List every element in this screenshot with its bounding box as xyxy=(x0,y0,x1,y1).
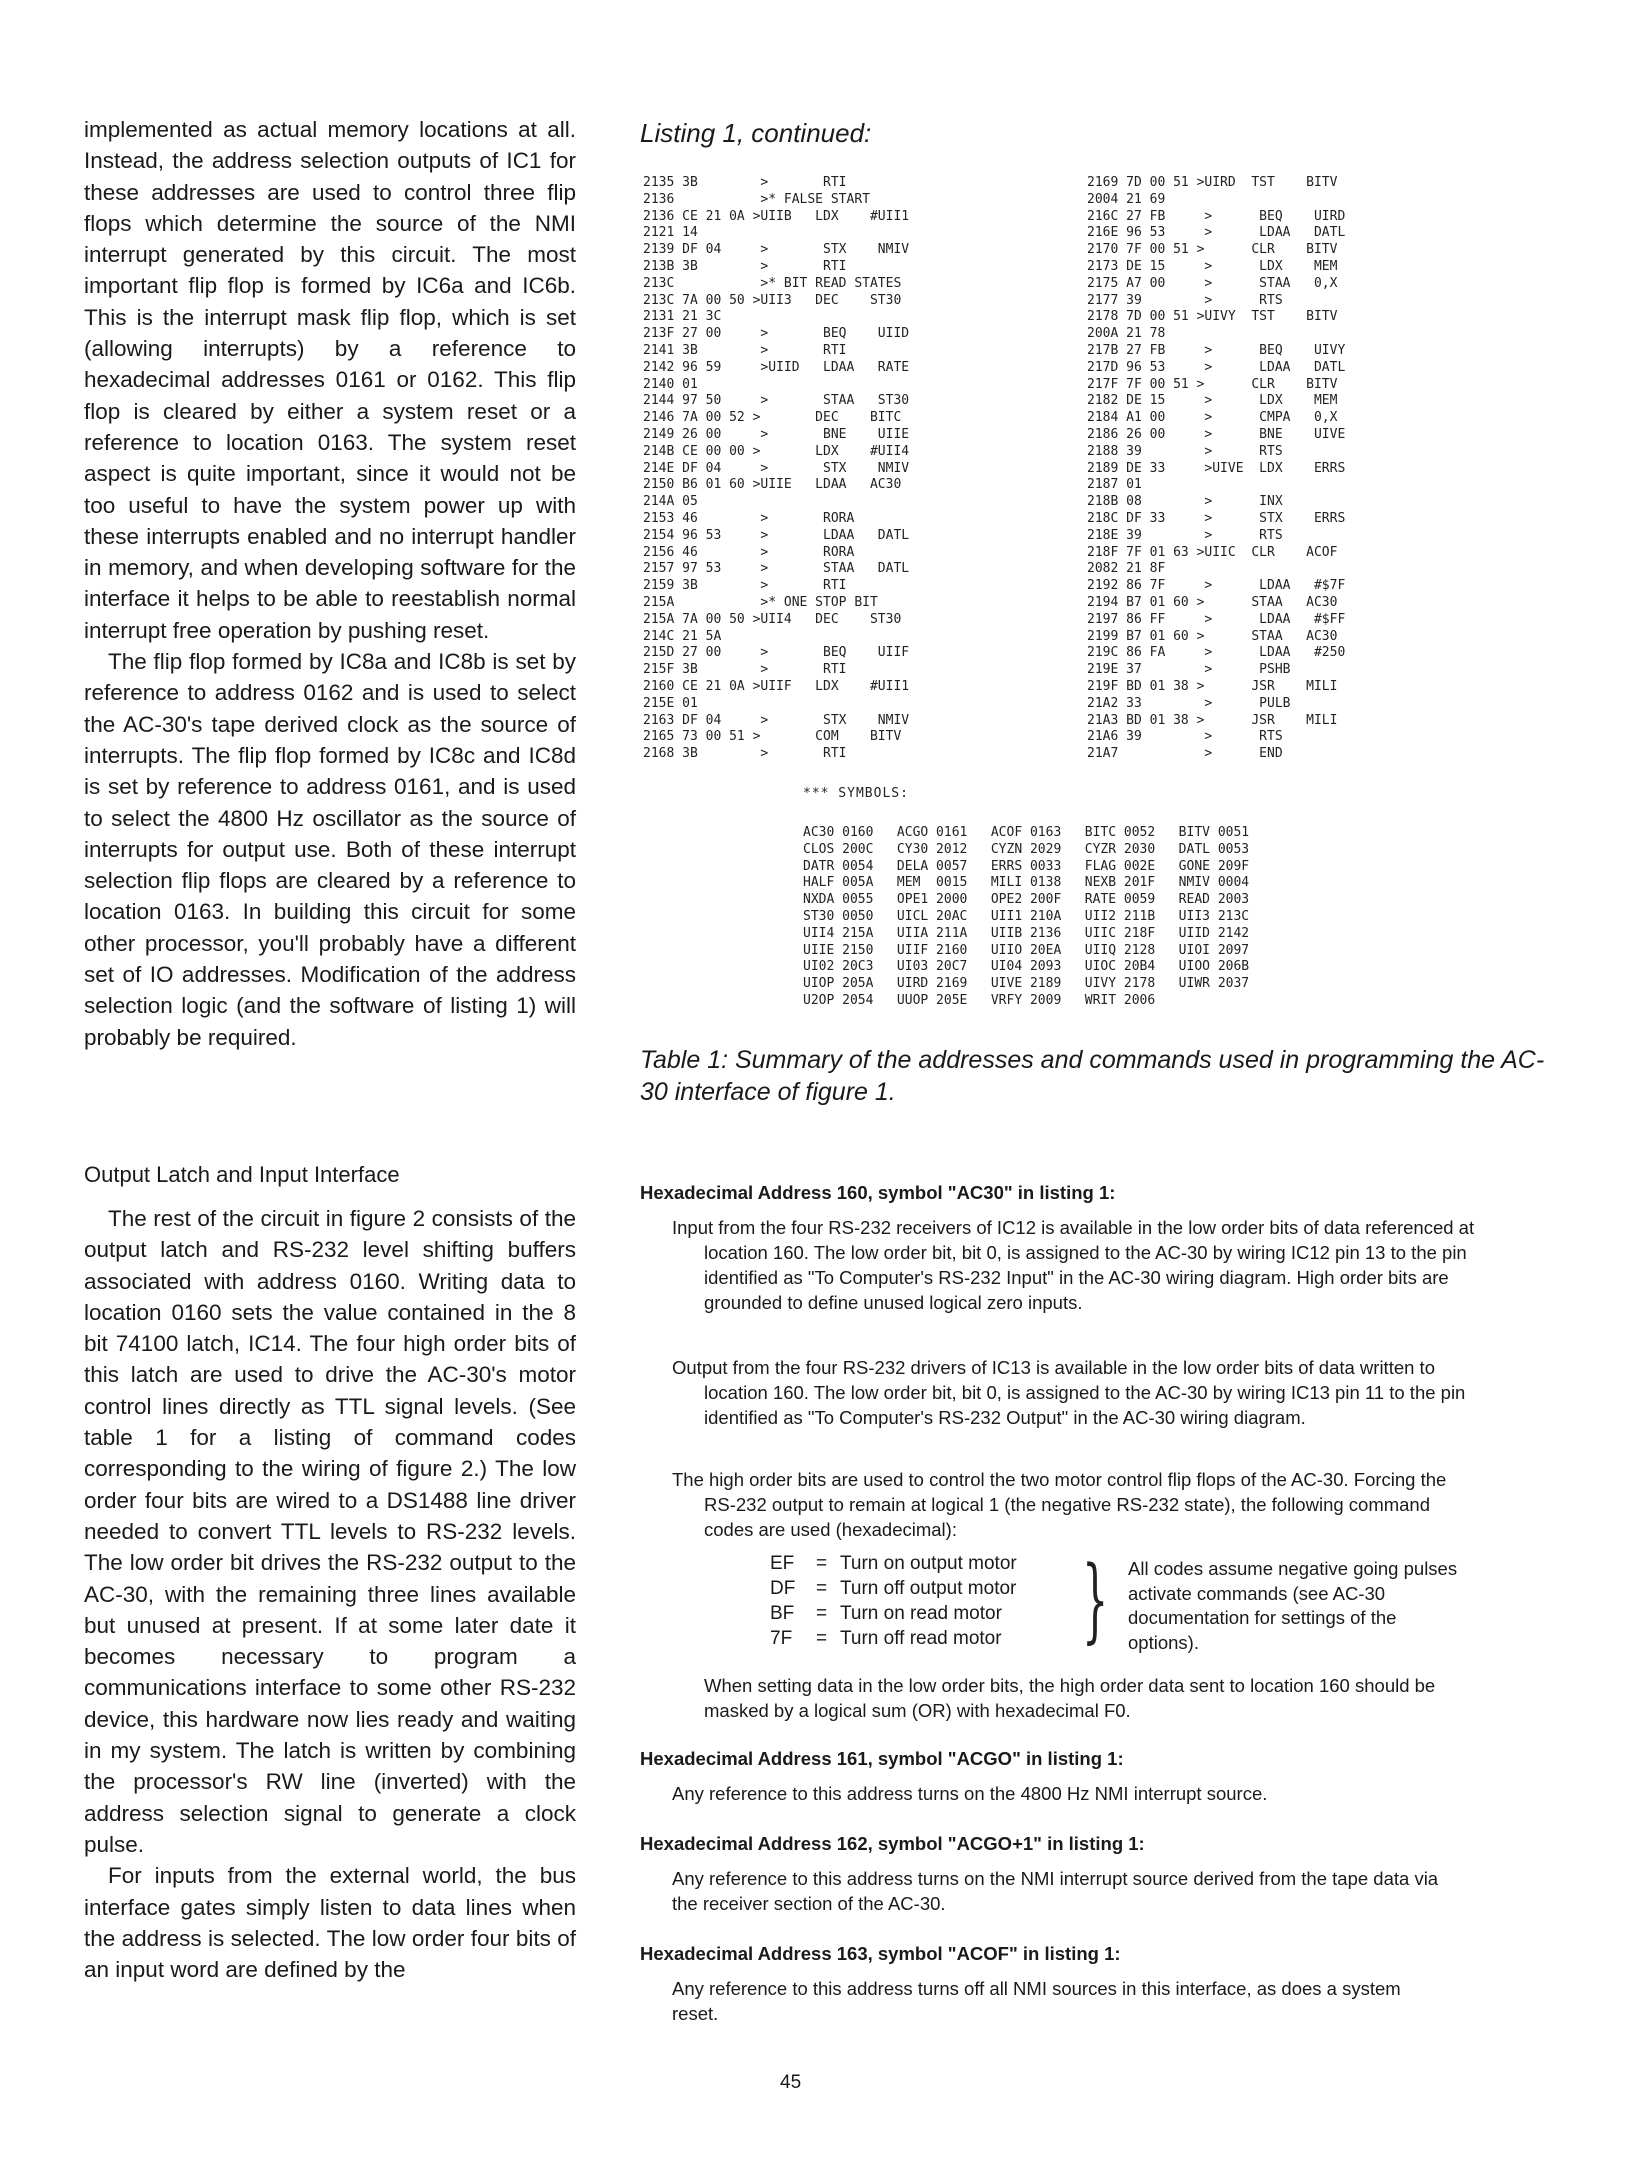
listing-line: 2168 3B > RTI xyxy=(643,746,847,762)
listing-line: 2189 DE 33 >UIVE LDX ERRS xyxy=(1087,460,1346,476)
command-code: EF xyxy=(770,1553,795,1574)
listing-line: 2192 86 7F > LDAA #$7F xyxy=(1087,578,1346,594)
body-paragraph: The rest of the circuit in figure 2 consists of the output latch and RS-232 level shifting buffers associated with address 0160. Writing data to location 0160 sets the value contained in the 8 bit 74100 latch, IC14. The four high order bits of this latch are used to drive the AC-30's motor control lines directly as TTL signal levels. (See table 1 for a listing of command codes corresponding to the wiring of figure 2.) The low order four bits are wired to a DS1488 line driver needed to convert TTL levels to RS-232 levels. The low order bit drives the RS-232 output to the AC-30, with the remaining three lines available but unused at present. If at some later date it becomes necessary to program a communications interface to some other RS-232 device, this hardware now lies ready and waiting in my system. The latch is written by combining the processor's RW line (inverted) with the address selection signal to generate a clock pulse. xyxy=(84,1206,576,1857)
address-160-output-text: Output from the four RS-232 drivers of IC13 is available in the low order bits of data written to location 160. The low order bit, bit 0, is assigned to the AC-30 by wiring IC13 pin 11 to the pin identified as "To Computer's RS-232 Output" in the AC-30 wiring diagram. xyxy=(672,1357,1466,1428)
section-heading: Output Latch and Input Interface xyxy=(84,1162,400,1187)
listing-line: 215F 3B > RTI xyxy=(643,662,847,678)
body-paragraph: For inputs from the external world, the bus interface gates simply listen to data lines when the address is selected. The low order four bits of an input word are defined by the xyxy=(84,1863,576,1983)
listing-line: 2146 7A 00 52 > DEC BITC xyxy=(643,410,902,426)
listing-line: 2197 86 FF > LDAA #$FF xyxy=(1087,611,1346,627)
command-equals: = xyxy=(816,1603,828,1624)
symbols-row: HALF 005A MEM 0015 MILI 0138 NEXB 201F NMIV 0004 xyxy=(803,875,1250,891)
listing-line: 2159 3B > RTI xyxy=(643,578,847,594)
command-row xyxy=(770,1603,1002,1625)
address-160-motor-text: The high order bits are used to control the two motor control flip flops of the AC-30. Forcing the RS-232 output to remain at logical 1 (the negative RS-232 state), the following command codes are used (hexadecimal): xyxy=(672,1469,1447,1540)
command-desc: Turn off output motor xyxy=(840,1578,1017,1599)
listing-line: 213B 3B > RTI xyxy=(643,258,847,274)
listing-line: 2149 26 00 > BNE UIIE xyxy=(643,426,910,442)
symbols-row: CLOS 200C CY30 2012 CYZN 2029 CYZR 2030 DATL 0053 xyxy=(803,841,1250,857)
command-equals: = xyxy=(816,1553,828,1574)
listing-line: 2004 21 69 xyxy=(1087,191,1166,207)
command-desc: Turn on output motor xyxy=(840,1553,1017,1574)
address-163-heading: Hexadecimal Address 163, symbol "ACOF" in listing 1: xyxy=(640,1943,1121,1964)
address-163-text: Any reference to this address turns off all NMI sources in this interface, as does a system reset. xyxy=(672,1978,1401,2024)
listing-line: 219C 86 FA > LDAA #250 xyxy=(1087,645,1346,661)
command-equals: = xyxy=(816,1578,828,1599)
listing-code-right xyxy=(1087,175,1345,763)
address-161-heading: Hexadecimal Address 161, symbol "ACGO" in listing 1: xyxy=(640,1748,1124,1769)
listing-line: 218F 7F 01 63 >UIIC CLR ACOF xyxy=(1087,544,1338,560)
listing-line: 2156 46 > RORA xyxy=(643,544,855,560)
listing-title: Listing 1, continued: xyxy=(640,118,872,148)
listing-line: 2082 21 8F xyxy=(1087,561,1166,577)
listing-line: 2150 B6 01 60 >UIIE LDAA AC30 xyxy=(643,477,902,493)
listing-line: 2140 01 xyxy=(643,376,698,392)
command-code: DF xyxy=(770,1578,796,1599)
listing-line: 2157 97 53 > STAA DATL xyxy=(643,561,910,577)
listing-line: 2163 DF 04 > STX NMIV xyxy=(643,712,910,728)
listing-line: 215A >* ONE STOP BIT xyxy=(643,594,878,610)
page-number: 45 xyxy=(780,2072,802,2093)
address-160-mask-text: When setting data in the low order bits, the high order data sent to location 160 should be masked by a logical sum (OR) with hexadecimal F0. xyxy=(704,1675,1436,1721)
left-column-top xyxy=(84,114,576,1053)
body-paragraph: implemented as actual memory locations at all. Instead, the address selection outputs of IC1 for these addresses are used to control three flip flops which determine the source of the NMI interrupt generated by this circuit. The most important flip flop is formed by IC6a and IC6b. This is the interrupt mask flip flop, which is set (allowing interrupts) by a reference to hexadecimal addresses 0161 or 0162. This flip flop is cleared by either a system reset or a reference to location 0163. The system reset aspect is quite important, since it would not be too useful to have the system power up with these interrupts enabled and no interrupt handler in memory, and when developing software for the interface it helps to be able to reestablish normal interrupt free operation by pushing reset. xyxy=(84,117,576,643)
listing-line: 2184 A1 00 > CMPA 0,X xyxy=(1087,410,1338,426)
symbols-row: DATR 0054 DELA 0057 ERRS 0033 FLAG 002E GONE 209F xyxy=(803,858,1250,874)
listing-line: 2175 A7 00 > STAA 0,X xyxy=(1087,275,1338,291)
listing-line: 2182 DE 15 > LDX MEM xyxy=(1087,393,1338,409)
table-caption: Table 1: Summary of the addresses and commands used in programming the AC-30 interface of figure 1. xyxy=(640,1046,1545,1106)
symbols-row: AC30 0160 ACGO 0161 ACOF 0163 BITC 0052 BITV 0051 xyxy=(803,825,1250,840)
listing-line: 215E 01 xyxy=(643,695,698,711)
listing-line: 2154 96 53 > LDAA DATL xyxy=(643,527,910,543)
listing-line: 2142 96 59 >UIID LDAA RATE xyxy=(643,359,910,375)
symbols-table xyxy=(803,825,1249,1010)
symbols-row: NXDA 0055 OPE1 2000 OPE2 200F RATE 0059 READ 2003 xyxy=(803,892,1250,908)
listing-line: 2165 73 00 51 > COM BITV xyxy=(643,729,902,745)
listing-line: 2136 >* FALSE START xyxy=(643,191,870,207)
symbols-row: ST30 0050 UICL 20AC UII1 210A UII2 211B UII3 213C xyxy=(803,908,1250,924)
command-row xyxy=(770,1578,1016,1600)
address-160-heading: Hexadecimal Address 160, symbol "AC30" in listing 1: xyxy=(640,1182,1116,1203)
address-160-input-text: Input from the four RS-232 receivers of IC12 is available in the low order bits of data referenced at location 160. The low order bit, bit 0, is assigned to the AC-30 by wiring IC12 pin 13 to the pin identified as "To Computer's RS-232 Input" in the AC-30 wiring diagram. High order bits are grounded to define unused logical zero inputs. xyxy=(672,1217,1475,1313)
listing-line: 214E DF 04 > STX NMIV xyxy=(643,460,910,476)
body-paragraph: The flip flop formed by IC8a and IC8b is set by reference to address 0162 and is used to select the AC-30's tape derived clock as the source of interrupts. The flip flop formed by IC8c and IC8d is set by reference to address 0161, and is used to select the 4800 Hz oscillator as the source of interrupts for output use. Both of these interrupt selection flip flops are cleared by a reference to location 0163. In building this circuit for some other processor, you'll probably have a different set of IO addresses. Modification of the address selection logic (and the software of listing 1) will probably be required. xyxy=(84,649,576,1050)
listing-line: 2186 26 00 > BNE UIVE xyxy=(1087,426,1346,442)
symbols-row: UI02 20C3 UI03 20C7 UI04 2093 UIOC 20B4 UIOO 206B xyxy=(803,959,1250,975)
listing-line: 21A7 > END xyxy=(1087,746,1283,762)
listing-line: 2170 7F 00 51 > CLR BITV xyxy=(1087,242,1338,258)
listing-line: 2139 DF 04 > STX NMIV xyxy=(643,242,910,258)
listing-line: 21A6 39 > RTS xyxy=(1087,729,1283,745)
address-161-text: Any reference to this address turns on the 4800 Hz NMI interrupt source. xyxy=(672,1783,1268,1804)
listing-line: 218E 39 > RTS xyxy=(1087,527,1283,543)
listing-line: 216E 96 53 > LDAA DATL xyxy=(1087,225,1346,241)
listing-line: 218B 08 > INX xyxy=(1087,494,1283,510)
listing-line: 2136 CE 21 0A >UIIB LDX #UII1 xyxy=(643,208,910,224)
listing-line: 2160 CE 21 0A >UIIF LDX #UII1 xyxy=(643,678,910,694)
symbols-row: UIIE 2150 UIIF 2160 UIIO 20EA UIIQ 2128 UIOI 2097 xyxy=(803,942,1250,958)
listing-line: 2177 39 > RTS xyxy=(1087,292,1283,308)
listing-line: 213C >* BIT READ STATES xyxy=(643,275,902,291)
command-code: 7F xyxy=(770,1628,793,1649)
command-codes xyxy=(770,1546,1490,1663)
listing-line: 214B CE 00 00 > LDX #UII4 xyxy=(643,443,910,459)
command-desc: Turn off read motor xyxy=(840,1628,1002,1649)
listing-line: 2178 7D 00 51 >UIVY TST BITV xyxy=(1087,309,1338,325)
listing-line: 21A3 BD 01 38 > JSR MILI xyxy=(1087,712,1338,728)
address-162-text: Any reference to this address turns on the NMI interrupt source derived from the tape data via the receiver section of the AC-30. xyxy=(672,1868,1439,1914)
listing-line: 2121 14 xyxy=(643,225,698,241)
listing-line: 215D 27 00 > BEQ UIIF xyxy=(643,645,910,661)
listing-line: 219E 37 > PSHB xyxy=(1087,662,1291,678)
listing-line: 217B 27 FB > BEQ UIVY xyxy=(1087,342,1346,358)
listing-line: 214A 05 xyxy=(643,494,698,510)
command-note: All codes assume negative going pulses activate commands (see AC-30 documentation for settings of the options). xyxy=(1128,1558,1458,1653)
listing-line: 218C DF 33 > STX ERRS xyxy=(1087,510,1346,526)
address-162-heading: Hexadecimal Address 162, symbol "ACGO+1" in listing 1: xyxy=(640,1833,1145,1854)
listing-line: 2135 3B > RTI xyxy=(643,175,847,190)
symbols-row: UII4 215A UIIA 211A UIIB 2136 UIIC 218F UIID 2142 xyxy=(803,925,1250,941)
listing-line: 2199 B7 01 60 > STAA AC30 xyxy=(1087,628,1338,644)
listing-line: 2187 01 xyxy=(1087,477,1142,493)
listing-code-left xyxy=(643,175,909,763)
command-equals: = xyxy=(816,1628,828,1649)
symbols-row: UIOP 205A UIRD 2169 UIVE 2189 UIVY 2178 UIWR 2037 xyxy=(803,976,1250,992)
listing-line: 217D 96 53 > LDAA DATL xyxy=(1087,359,1346,375)
listing-line: 2141 3B > RTI xyxy=(643,342,847,358)
brace-symbol: } xyxy=(1082,1546,1109,1653)
listing-line: 2173 DE 15 > LDX MEM xyxy=(1087,258,1338,274)
listing-line: 215A 7A 00 50 >UII4 DEC ST30 xyxy=(643,611,902,627)
listing-line: 219F BD 01 38 > JSR MILI xyxy=(1087,678,1338,694)
command-desc: Turn on read motor xyxy=(840,1603,1002,1624)
command-row xyxy=(770,1628,1002,1650)
listing-line: 2194 B7 01 60 > STAA AC30 xyxy=(1087,594,1338,610)
listing-line: 213C 7A 00 50 >UII3 DEC ST30 xyxy=(643,292,902,308)
command-row xyxy=(770,1553,1017,1575)
listing-line: 2144 97 50 > STAA ST30 xyxy=(643,393,910,409)
command-code: BF xyxy=(770,1603,795,1624)
listing-line: 2131 21 3C xyxy=(643,309,722,325)
listing-line: 21A2 33 > PULB xyxy=(1087,695,1291,711)
listing-line: 213F 27 00 > BEQ UIID xyxy=(643,326,910,342)
listing-line: 217F 7F 00 51 > CLR BITV xyxy=(1087,376,1338,392)
symbols-label: *** SYMBOLS: xyxy=(803,786,909,801)
listing-line: 214C 21 5A xyxy=(643,628,722,644)
listing-line: 216C 27 FB > BEQ UIRD xyxy=(1087,208,1346,224)
left-column-bottom xyxy=(84,1203,576,1985)
listing-line: 2169 7D 00 51 >UIRD TST BITV xyxy=(1087,175,1338,190)
listing-line: 2153 46 > RORA xyxy=(643,510,855,526)
listing-line: 200A 21 78 xyxy=(1087,326,1166,342)
listing-line: 2188 39 > RTS xyxy=(1087,443,1283,459)
symbols-row: U2OP 2054 UUOP 205E VRFY 2009 WRIT 2006 xyxy=(803,992,1156,1008)
